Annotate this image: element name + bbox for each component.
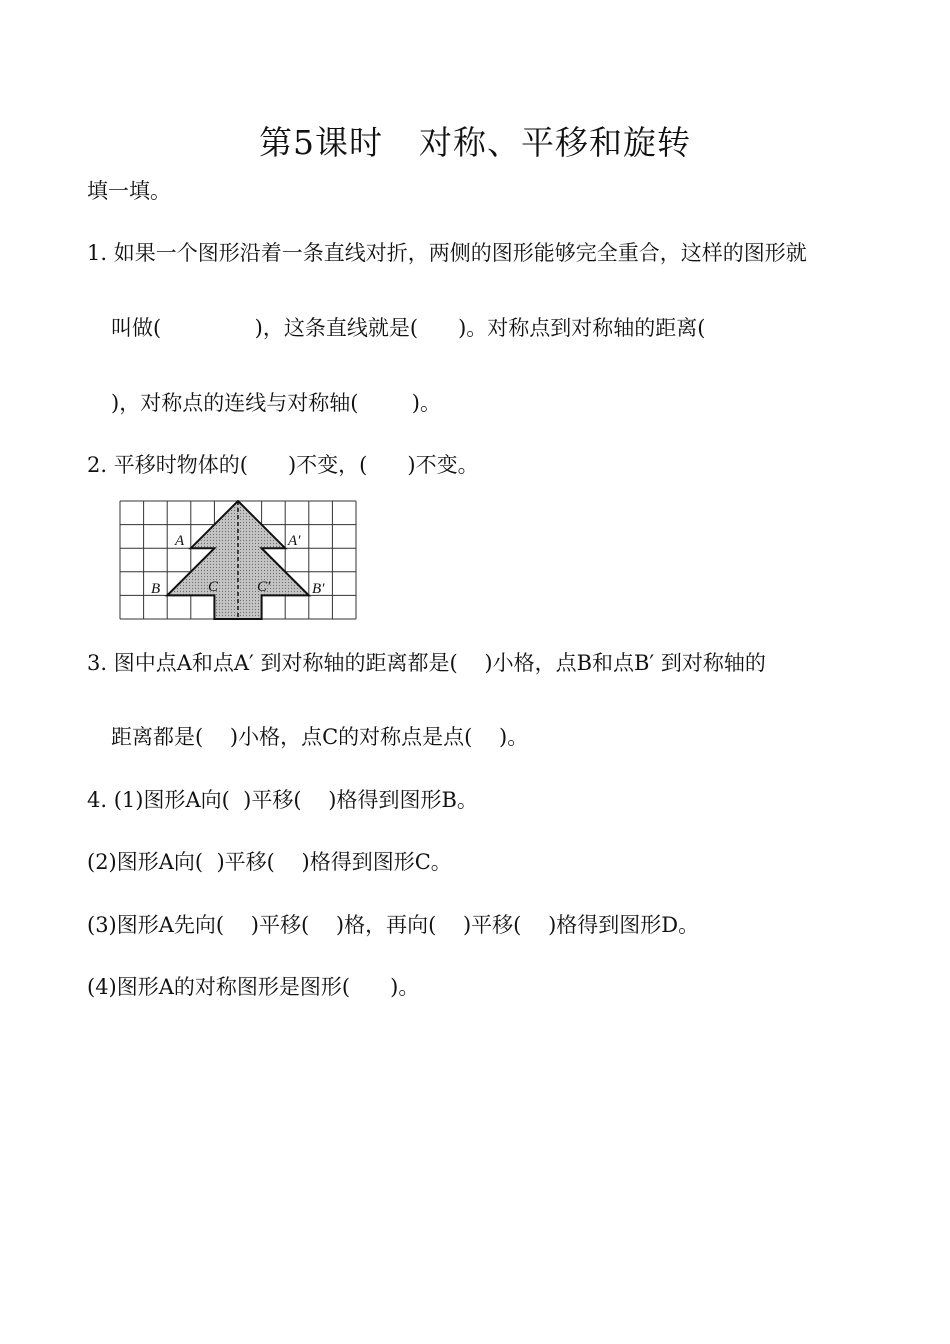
instruction-text: 填一填。 <box>87 179 171 203</box>
question-3-line-2: 距离都是( )小格，点C的对称点是点( )。 <box>111 725 529 749</box>
label-c-prime: C′ <box>257 579 271 595</box>
question-4-part-4: (4)图形A的对称图形是图形( )。 <box>87 975 420 999</box>
question-1-line-1: 1. 如果一个图形沿着一条直线对折，两侧的图形能够完全重合，这样的图形就 <box>87 241 807 265</box>
question-4-part-1: 4. (1)图形A向( )平移( )格得到图形B。 <box>87 788 478 812</box>
label-b-prime: B′ <box>312 581 325 597</box>
lesson-topic: 对称、平移和旋转 <box>419 123 691 162</box>
label-a-prime: A′ <box>288 533 301 549</box>
label-b: B <box>151 581 161 597</box>
lesson-number: 第5课时 <box>259 123 383 162</box>
question-1-line-2: 叫做( )，这条直线就是( )。对称点到对称轴的距离( <box>111 316 706 340</box>
symmetry-tree-figure <box>119 500 359 622</box>
question-4-part-3: (3)图形A先向( )平移( )格，再向( )平移( )格得到图形D。 <box>87 913 700 937</box>
question-1-line-3: )，对称点的连线与对称轴( )。 <box>111 391 441 415</box>
page-title <box>0 120 950 166</box>
question-4-part-2: (2)图形A向( )平移( )格得到图形C。 <box>87 850 452 874</box>
label-a: A <box>175 533 185 549</box>
question-3-line-1: 3. 图中点A和点A′ 到对称轴的距离都是( )小格，点B和点B′ 到对称轴的 <box>87 651 766 675</box>
question-2-line-1: 2. 平移时物体的( )不变，( )不变。 <box>87 453 479 477</box>
label-c: C <box>208 579 219 595</box>
